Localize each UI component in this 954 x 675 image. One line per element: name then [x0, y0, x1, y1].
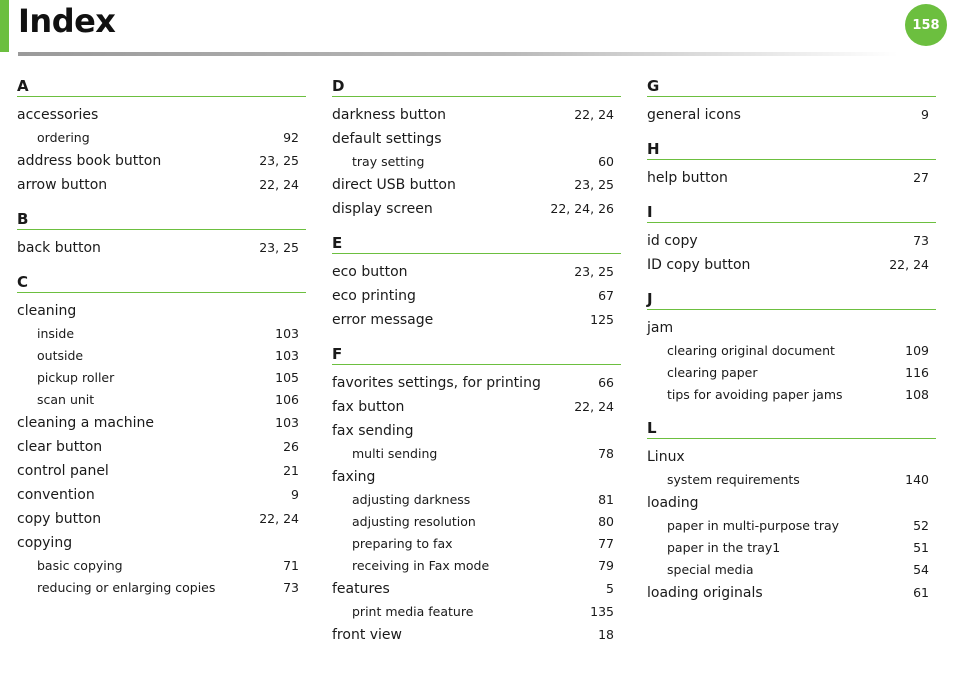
section-divider	[332, 96, 621, 97]
index-subentry	[17, 345, 306, 367]
entry-term: inside	[37, 326, 75, 341]
section-divider	[647, 309, 936, 310]
section-letter: B	[17, 210, 29, 228]
entry-page-refs[interactable]: 61	[913, 585, 929, 600]
entry-term: faxing	[332, 469, 376, 485]
entry-term: jam	[647, 320, 674, 336]
entry-page-refs[interactable]: 78	[598, 446, 614, 461]
entry-term: scan unit	[37, 392, 95, 407]
entry-term: tray setting	[352, 154, 425, 169]
entry-page-refs[interactable]: 18	[598, 627, 614, 642]
section-divider	[332, 364, 621, 365]
index-section	[332, 233, 621, 332]
section-divider	[647, 96, 936, 97]
index-subentry	[647, 537, 936, 559]
entry-page-refs[interactable]: 9	[291, 487, 299, 502]
index-subentry	[332, 601, 621, 623]
entry-term: special media	[667, 562, 754, 577]
header-accent-bar	[0, 0, 9, 52]
entry-term: system requirements	[667, 472, 800, 487]
index-entry	[332, 173, 621, 197]
index-entry	[332, 127, 621, 151]
entry-page-refs[interactable]: 23, 25	[259, 153, 299, 168]
entry-term: convention	[17, 487, 95, 503]
index-subentry	[647, 384, 936, 406]
entry-page-refs[interactable]: 73	[913, 233, 929, 248]
entry-term: eco printing	[332, 288, 416, 304]
index-entry	[332, 623, 621, 647]
entry-page-refs[interactable]: 23, 25	[259, 240, 299, 255]
index-entry	[332, 465, 621, 489]
entry-term: clearing original document	[667, 343, 835, 358]
index-entry	[17, 149, 306, 173]
entry-page-refs[interactable]: 66	[598, 375, 614, 390]
entry-term: multi sending	[352, 446, 438, 461]
index-subentry	[332, 489, 621, 511]
index-subentry	[332, 533, 621, 555]
entry-term: paper in the tray1	[667, 540, 781, 555]
index-column-2	[332, 76, 621, 647]
entry-page-refs[interactable]: 77	[598, 536, 614, 551]
section-letter: F	[332, 345, 343, 363]
section-divider	[332, 253, 621, 254]
entry-term: default settings	[332, 131, 442, 147]
entry-term: outside	[37, 348, 84, 363]
page-number-badge: 158	[905, 4, 947, 46]
index-subentry	[17, 323, 306, 345]
entry-term: print media feature	[352, 604, 474, 619]
section-letter: H	[647, 140, 660, 158]
section-divider	[17, 96, 306, 97]
entry-page-refs[interactable]: 54	[913, 562, 929, 577]
entry-page-refs[interactable]: 125	[590, 312, 614, 327]
index-section	[332, 76, 621, 221]
entry-term: loading originals	[647, 585, 763, 601]
entry-term: adjusting darkness	[352, 492, 471, 507]
entry-term: general icons	[647, 107, 741, 123]
entry-term: error message	[332, 312, 434, 328]
index-entry	[647, 166, 936, 190]
section-letter: G	[647, 77, 660, 95]
entry-term: copying	[17, 535, 73, 551]
entry-term: front view	[332, 627, 402, 643]
index-section	[647, 202, 936, 277]
entry-term: tips for avoiding paper jams	[667, 387, 843, 402]
section-divider	[17, 292, 306, 293]
entry-page-refs[interactable]: 22, 24	[259, 511, 299, 526]
section-divider	[647, 159, 936, 160]
entry-page-refs[interactable]: 105	[275, 370, 299, 385]
index-subentry	[17, 127, 306, 149]
index-section	[647, 289, 936, 406]
index-section	[647, 76, 936, 127]
index-entry	[647, 445, 936, 469]
entry-page-refs[interactable]: 103	[275, 415, 299, 430]
page-title: Index	[18, 2, 116, 40]
index-subentry	[17, 577, 306, 599]
entry-term: reducing or enlarging copies	[37, 580, 216, 595]
entry-page-refs[interactable]: 79	[598, 558, 614, 573]
index-entry	[647, 103, 936, 127]
entry-page-refs[interactable]: 73	[283, 580, 299, 595]
index-entry	[647, 491, 936, 515]
entry-page-refs[interactable]: 106	[275, 392, 299, 407]
index-entry	[332, 308, 621, 332]
entry-page-refs[interactable]: 103	[275, 348, 299, 363]
section-letter: D	[332, 77, 345, 95]
header-divider	[18, 52, 898, 56]
entry-page-refs[interactable]: 27	[913, 170, 929, 185]
index-column-3	[647, 76, 936, 605]
entry-page-refs[interactable]: 5	[606, 581, 614, 596]
index-section	[647, 418, 936, 605]
entry-term: darkness button	[332, 107, 447, 123]
index-subentry	[17, 367, 306, 389]
entry-term: receiving in Fax mode	[352, 558, 490, 573]
index-entry	[332, 395, 621, 419]
entry-page-refs[interactable]: 22, 24	[574, 107, 614, 122]
entry-page-refs[interactable]: 21	[283, 463, 299, 478]
entry-term: paper in multi-purpose tray	[667, 518, 840, 533]
index-subentry	[647, 515, 936, 537]
entry-term: favorites settings, for printing	[332, 375, 541, 391]
index-entry	[647, 581, 936, 605]
entry-term: basic copying	[37, 558, 123, 573]
index-subentry	[647, 469, 936, 491]
entry-term: control panel	[17, 463, 109, 479]
entry-page-refs[interactable]: 22, 24, 26	[550, 201, 614, 216]
index-section	[332, 344, 621, 647]
index-subentry	[647, 362, 936, 384]
entry-page-refs[interactable]: 51	[913, 540, 929, 555]
entry-page-refs[interactable]: 22, 24	[259, 177, 299, 192]
section-letter: E	[332, 234, 343, 252]
section-letter: J	[647, 290, 653, 308]
entry-page-refs[interactable]: 108	[905, 387, 929, 402]
entry-term: fax button	[332, 399, 405, 415]
index-entry	[332, 197, 621, 221]
entry-term: accessories	[17, 107, 99, 123]
entry-page-refs[interactable]: 67	[598, 288, 614, 303]
index-subentry	[647, 559, 936, 581]
entry-term: cleaning a machine	[17, 415, 154, 431]
entry-term: address book button	[17, 153, 162, 169]
index-entry	[17, 531, 306, 555]
index-entry	[647, 253, 936, 277]
entry-page-refs[interactable]: 60	[598, 154, 614, 169]
index-entry	[332, 260, 621, 284]
entry-term: back button	[17, 240, 101, 256]
index-section	[17, 76, 306, 197]
entry-term: preparing to fax	[352, 536, 453, 551]
index-section	[647, 139, 936, 190]
section-letter: I	[647, 203, 653, 221]
entry-page-refs[interactable]: 71	[283, 558, 299, 573]
entry-term: cleaning	[17, 303, 77, 319]
index-entry	[17, 173, 306, 197]
index-entry	[17, 459, 306, 483]
entry-page-refs[interactable]: 22, 24	[574, 399, 614, 414]
index-column-1	[17, 76, 306, 599]
entry-term: help button	[647, 170, 728, 186]
section-letter: A	[17, 77, 29, 95]
index-subentry	[332, 555, 621, 577]
entry-term: pickup roller	[37, 370, 115, 385]
index-subentry	[17, 389, 306, 411]
index-entry	[17, 483, 306, 507]
entry-term: features	[332, 581, 390, 597]
entry-page-refs[interactable]: 9	[921, 107, 929, 122]
entry-term: adjusting resolution	[352, 514, 476, 529]
entry-page-refs[interactable]: 80	[598, 514, 614, 529]
entry-page-refs[interactable]: 116	[905, 365, 929, 380]
index-entry	[332, 284, 621, 308]
entry-page-refs[interactable]: 135	[590, 604, 614, 619]
index-entry	[17, 236, 306, 260]
entry-page-refs[interactable]: 23, 25	[574, 264, 614, 279]
entry-term: ID copy button	[647, 257, 751, 273]
index-entry	[332, 103, 621, 127]
entry-term: copy button	[17, 511, 102, 527]
index-section	[17, 209, 306, 260]
entry-page-refs[interactable]: 109	[905, 343, 929, 358]
entry-page-refs[interactable]: 103	[275, 326, 299, 341]
index-entry	[332, 577, 621, 601]
entry-term: Linux	[647, 449, 685, 465]
section-divider	[17, 229, 306, 230]
section-divider	[647, 438, 936, 439]
entry-term: id copy	[647, 233, 698, 249]
entry-term: display screen	[332, 201, 433, 217]
section-divider	[647, 222, 936, 223]
index-subentry	[647, 340, 936, 362]
entry-term: direct USB button	[332, 177, 456, 193]
entry-term: eco button	[332, 264, 408, 280]
section-letter: C	[17, 273, 29, 291]
entry-page-refs[interactable]: 140	[905, 472, 929, 487]
index-subentry	[17, 555, 306, 577]
entry-term: ordering	[37, 130, 90, 145]
entry-term: loading	[647, 495, 699, 511]
index-section	[17, 272, 306, 599]
index-entry	[647, 316, 936, 340]
index-entry	[17, 507, 306, 531]
entry-page-refs[interactable]: 92	[283, 130, 299, 145]
entry-term: clearing paper	[667, 365, 758, 380]
entry-term: arrow button	[17, 177, 108, 193]
index-entry	[332, 371, 621, 395]
entry-term: fax sending	[332, 423, 414, 439]
entry-page-refs[interactable]: 22, 24	[889, 257, 929, 272]
index-entry	[332, 419, 621, 443]
index-entry	[17, 299, 306, 323]
index-entry	[647, 229, 936, 253]
index-entry	[17, 435, 306, 459]
index-entry	[17, 411, 306, 435]
entry-page-refs[interactable]: 52	[913, 518, 929, 533]
index-entry	[17, 103, 306, 127]
index-subentry	[332, 443, 621, 465]
index-subentry	[332, 511, 621, 533]
entry-page-refs[interactable]: 81	[598, 492, 614, 507]
entry-page-refs[interactable]: 23, 25	[574, 177, 614, 192]
section-letter: L	[647, 419, 657, 437]
entry-page-refs[interactable]: 26	[283, 439, 299, 454]
index-subentry	[332, 151, 621, 173]
entry-term: clear button	[17, 439, 103, 455]
